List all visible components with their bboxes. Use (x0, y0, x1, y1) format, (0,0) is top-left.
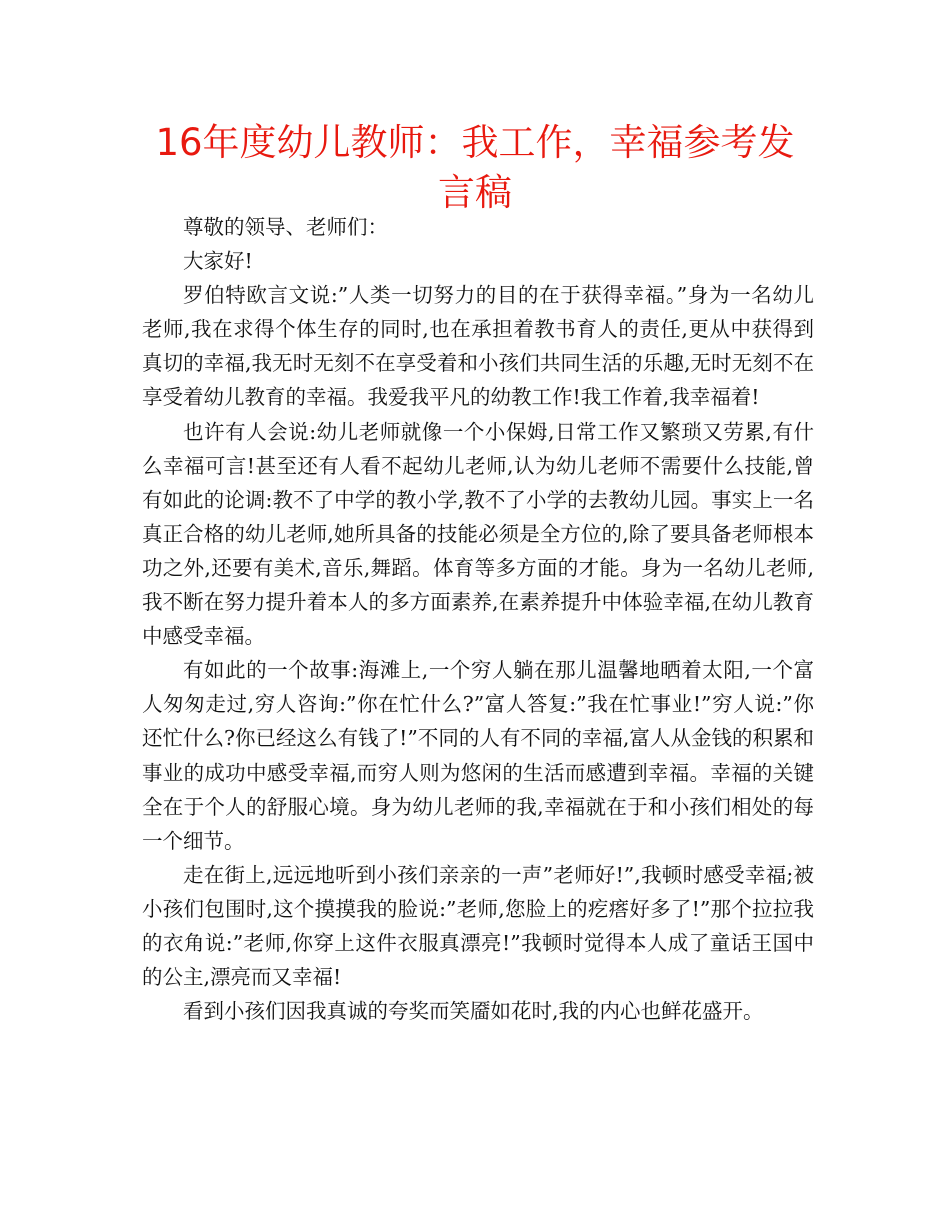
greeting-paragraph: 尊敬的领导、老师们： (183, 215, 388, 239)
document-body (142, 210, 814, 1028)
document-title: 16年度幼儿教师：我工作，幸福参考发言稿 (155, 121, 795, 214)
body-paragraph: 看到小孩们因我真诚的夸奖而笑靥如花时,我的内心也鲜花盛开。 (183, 999, 764, 1024)
salutation-paragraph: 大家好! (183, 249, 253, 274)
body-paragraph: 罗伯特欧言文说:”人类一切努力的目的在于获得幸福。”身为一名幼儿老师,我在求得个体生存的同时,也在承担着教书育人的责任,更从中获得到真切的幸福,我无时无刻不在享受着和小孩们共同生活的乐趣,无时无刻不在享受着幼儿教育的幸福。我爱我平凡的幼教工作!我工作着,我幸福着! (142, 283, 814, 410)
body-paragraph: 走在街上,远远地听到小孩们亲亲的一声”老师好!”,我顿时感受幸福;被小孩们包围时,这个摸摸我的脸说:”老师,您脸上的疙瘩好多了!”那个拉拉我的衣角说:”老师,你穿上这件衣服真漂亮!”我顿时觉得本人成了童话王国中的公主,漂亮而又幸福! (142, 862, 814, 990)
body-paragraph: 有如此的一个故事:海滩上,一个穷人躺在那儿温馨地晒着太阳,一个富人匆匆走过,穷人咨询:”你在忙什么?”富人答复:”我在忙事业!”穷人说:”你还忙什么?你已经这么有钱了!”不同的人有不同的幸福,富人从金钱的积累和事业的成功中感受幸福,而穷人则为悠闲的生活而感遭到幸福。幸福的关键全在于个人的舒服心境。身为幼儿老师的我,幸福就在于和小孩们相处的每一个细节。 (142, 658, 814, 853)
body-paragraph: 也许有人会说:幼儿老师就像一个小保姆,日常工作又繁琐又劳累,有什么幸福可言!甚至还有人看不起幼儿老师,认为幼儿老师不需要什么技能,曾有如此的论调:教不了中学的教小学,教不了小学的去教幼儿园。事实上一名真正合格的幼儿老师,她所具备的技能必须是全方位的,除了要具备老师根本功之外,还要有美术,音乐,舞蹈。体育等多方面的才能。身为一名幼儿老师,我不断在努力提升着本人的多方面素养,在素养提升中体验幸福,在幼儿教育中感受幸福。 (142, 419, 814, 649)
